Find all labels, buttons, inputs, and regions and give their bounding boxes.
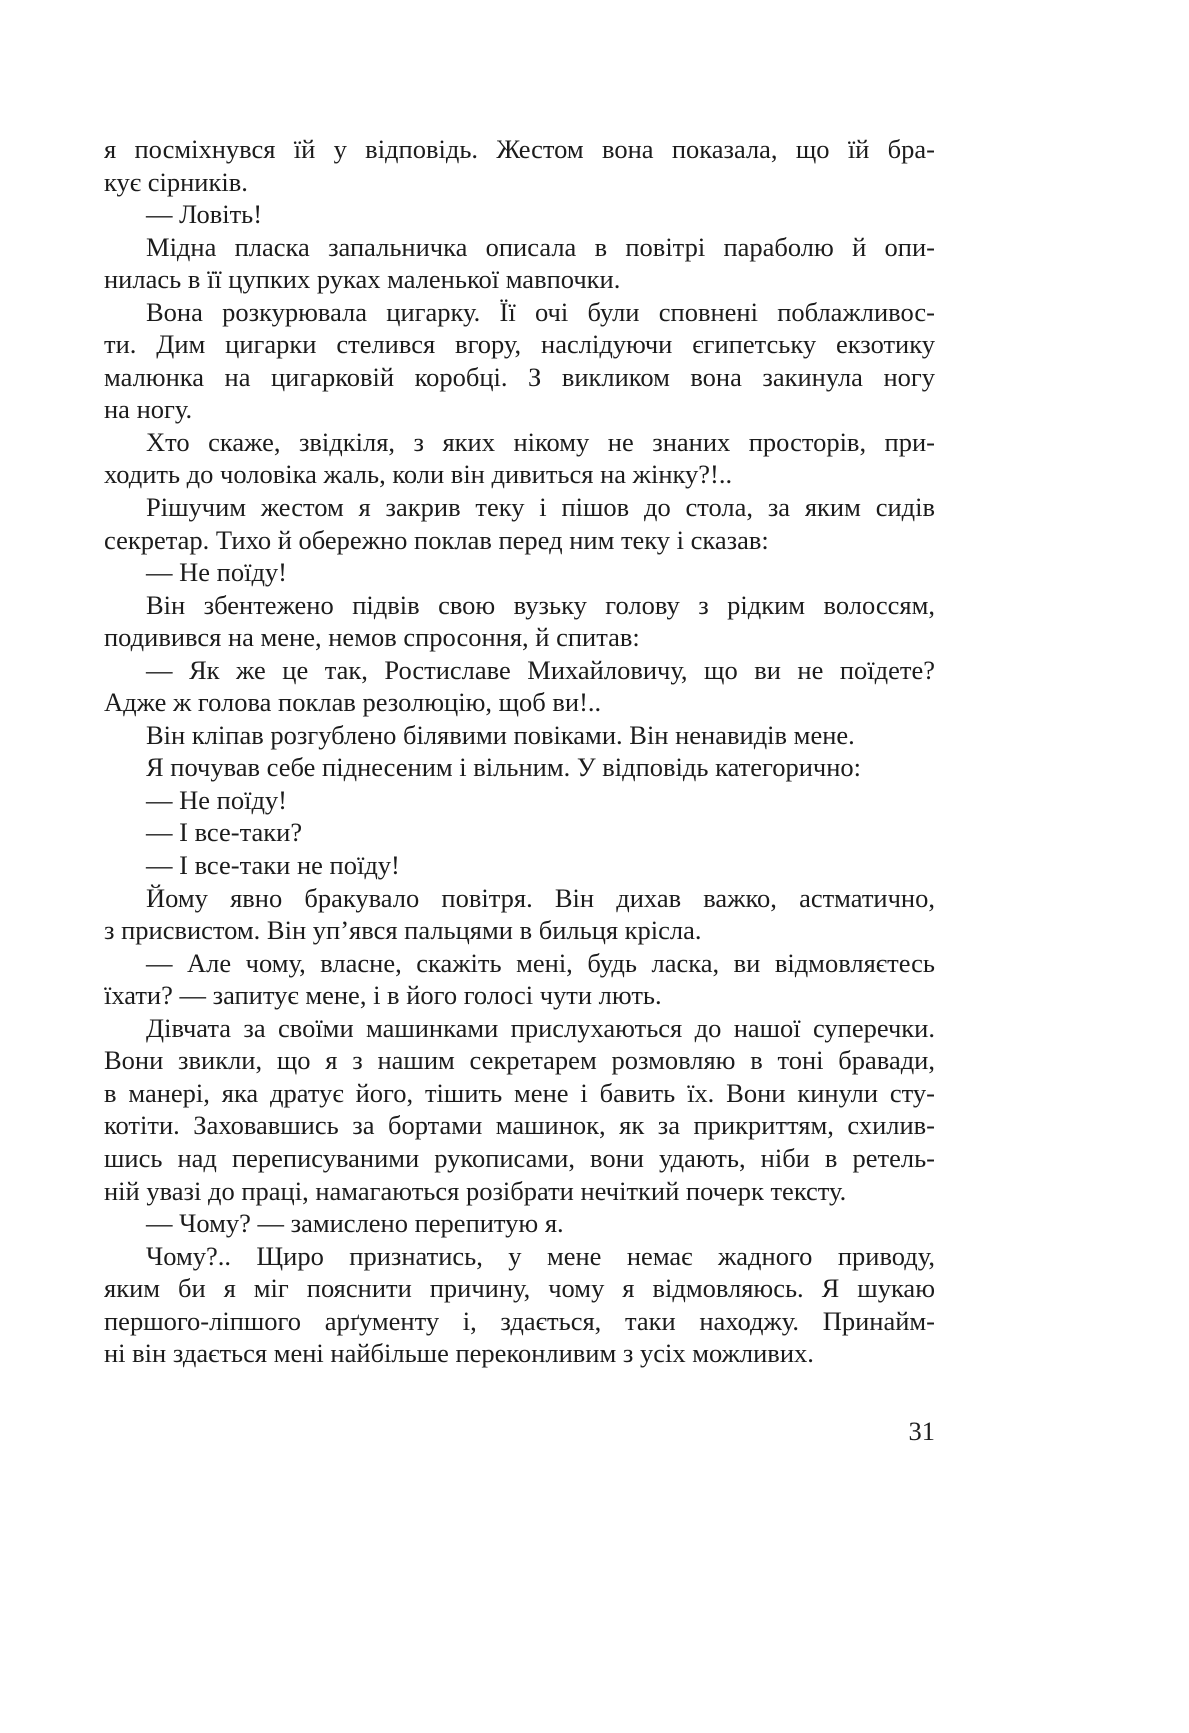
paragraph (104, 816, 935, 849)
text-line: — Але чому, власне, скажіть мені, будь ласка, ви відмовляєтесь (146, 947, 935, 978)
text-line: — Не поїду! (146, 784, 288, 815)
text-line: яким би я міг пояснити причину, чому я відмовляюсь. Я шукаю (104, 1273, 935, 1304)
paragraph (104, 1240, 935, 1370)
text-line: Адже ж голова поклав резолюцію, щоб ви!.. (104, 687, 602, 718)
text-block (104, 133, 935, 1370)
text-line: Вони звикли, що я з нашим секретарем розмовляю в тоні бравади, (104, 1045, 935, 1076)
paragraph (104, 556, 935, 589)
text-line: ходить до чоловіка жаль, коли він дивиться на жінку?!.. (104, 459, 733, 490)
text-line: — Чому? — замислено перепитую я. (146, 1208, 564, 1239)
text-line: Я почував себе піднесеним і вільним. У відповідь категорично: (146, 752, 861, 783)
text-line: малюнка на цигарковій коробці. З викликом вона закинула ногу (104, 361, 935, 392)
text-line: Мідна пласка запальничка описала в повітрі параболю й опи- (146, 231, 935, 262)
paragraph (104, 491, 935, 556)
paragraph (104, 133, 935, 198)
text-line: ній увазі до праці, намагаються розібрати нечіткий почерк тексту. (104, 1175, 847, 1206)
text-line: секретар. Тихо й обережно поклав перед ним теку і сказав: (104, 524, 769, 555)
text-line: Чому?.. Щиро признатись, у мене немає жадного приводу, (146, 1240, 935, 1271)
text-line: Рішучим жестом я закрив теку і пішов до стола, за яким сидів (146, 492, 935, 523)
text-line: кує сірників. (104, 166, 248, 197)
text-line: першого-ліпшого арґументу і, здається, таки находжу. Принайм- (104, 1305, 935, 1336)
text-line: шись над переписуваними рукописами, вони удають, ніби в ретель- (104, 1142, 935, 1173)
text-line: на ногу. (104, 394, 193, 425)
page-number: 31 (908, 1416, 935, 1446)
text-line: в манері, яка дратує його, тішить мене і бавить їх. Вони кинули сту- (104, 1077, 935, 1108)
text-line: — І все-таки? (146, 817, 303, 848)
text-line: подивився на мене, немов спросоння, й спитав: (104, 622, 640, 653)
paragraph (104, 589, 935, 654)
paragraph (104, 231, 935, 296)
paragraph (104, 719, 935, 752)
text-line: я посміхнувся їй у відповідь. Жестом вона показала, що їй бра- (104, 134, 935, 164)
text-line: котіти. Заховавшись за бортами машинок, як за прикриттям, схилив- (104, 1110, 935, 1141)
paragraph (104, 1012, 935, 1207)
text-line: — І все-таки не поїду! (146, 850, 400, 881)
paragraph (104, 654, 935, 719)
text-line: — Як же це так, Ростиславе Михайловичу, що ви не поїдете? (146, 654, 935, 685)
paragraph (104, 784, 935, 817)
text-line: — Ловіть! (146, 199, 263, 230)
paragraph (104, 1207, 935, 1240)
paragraph (104, 947, 935, 1012)
text-line: — Не поїду! (146, 557, 288, 588)
paragraph (104, 882, 935, 947)
paragraph (104, 296, 935, 426)
text-line: Він кліпав розгублено білявими повіками. Він ненавидів мене. (146, 719, 855, 750)
text-line: з присвистом. Він уп’явся пальцями в бильця крісла. (104, 915, 702, 946)
text-line: ти. Дим цигарки стелився вгору, наслідуючи єгипетську екзотику (104, 329, 935, 360)
paragraph (104, 426, 935, 491)
paragraph (104, 849, 935, 882)
text-line: ні він здається мені найбільше переконливим з усіх можливих. (104, 1338, 814, 1369)
text-line: Хто скаже, звідкіля, з яких нікому не знаних просторів, при- (146, 426, 935, 457)
paragraph (104, 751, 935, 784)
paragraph (104, 198, 935, 231)
text-line: Йому явно бракувало повітря. Він дихав важко, астматично, (146, 882, 935, 913)
text-line: Вона розкурювала цигарку. Її очі були сповнені поблажливос- (146, 296, 935, 327)
text-line: Він збентежено підвів свою вузьку голову з рідким волоссям, (146, 589, 935, 620)
text-line: їхати? — запитує мене, і в його голосі чути лють. (104, 980, 662, 1011)
text-line: Дівчата за своїми машинками прислухаються до нашої суперечки. (146, 1012, 935, 1043)
text-line: нилась в її цупких руках маленької мавпочки. (104, 264, 621, 295)
